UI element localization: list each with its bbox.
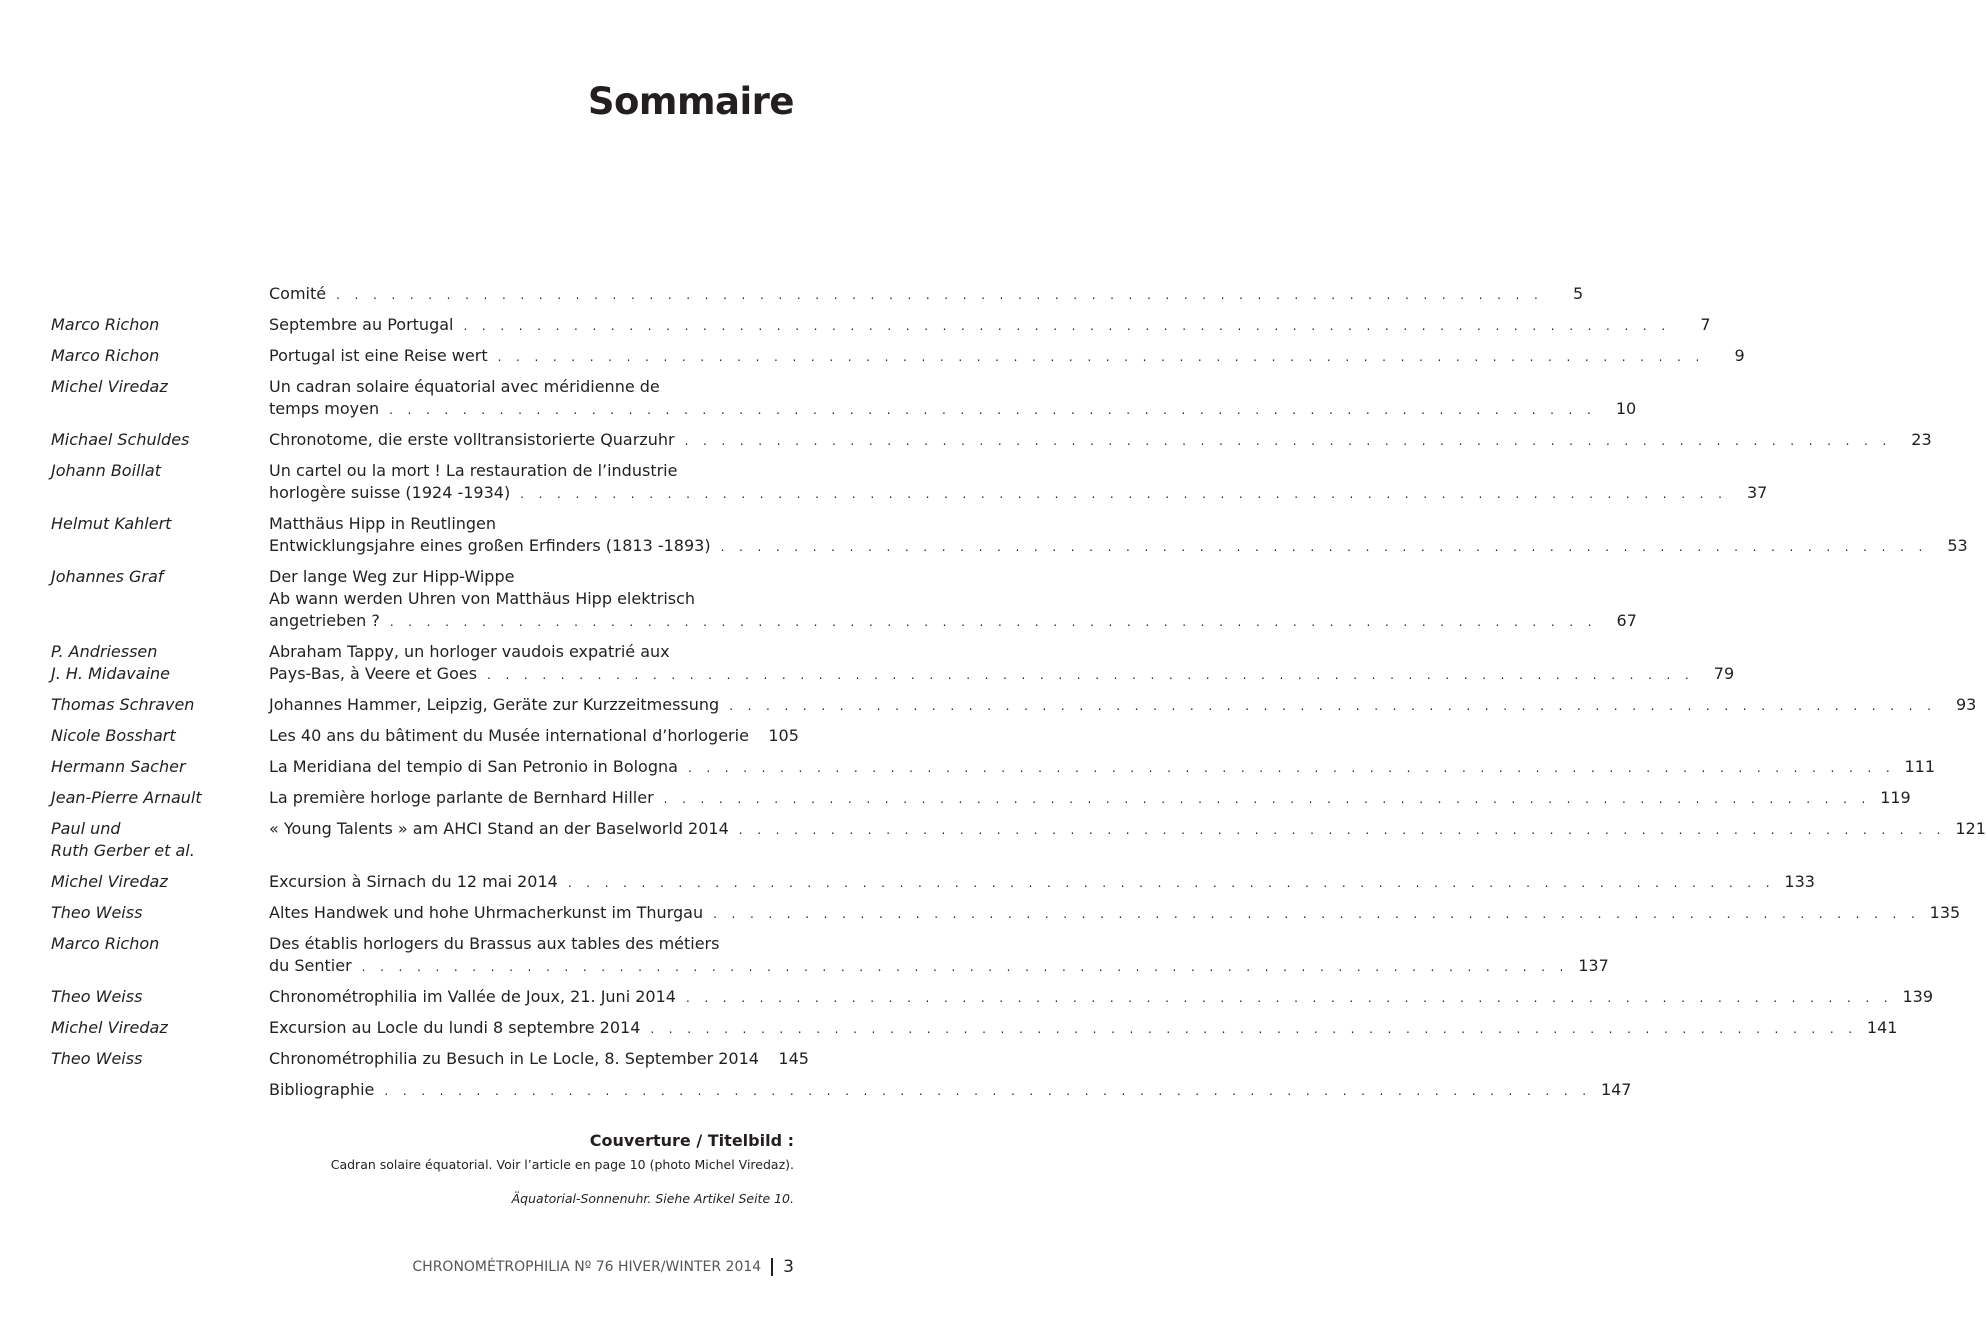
toc-article bbox=[269, 694, 1977, 717]
toc-article bbox=[269, 933, 1609, 978]
toc-author bbox=[51, 1048, 261, 1070]
page-footer bbox=[412, 1257, 794, 1277]
toc-author-name: Helmut Kahlert bbox=[51, 514, 172, 533]
toc-article-title: Chronométrophilia zu Besuch in Le Locle, 8. September 2014 bbox=[269, 1049, 759, 1068]
dot-leader: . . . . . . . . . . . . . . . . . . . . . . . . . . . . . . . . . . . . . . . . . . . . . . . . . . . . . . . . . . . . . . . . . . bbox=[520, 487, 1728, 501]
toc-article-title: horlogère suisse (1924 -1934) bbox=[269, 483, 511, 502]
toc-author bbox=[51, 460, 261, 482]
footer-divider bbox=[771, 1258, 773, 1276]
toc-page-number: 135 bbox=[1929, 903, 1961, 922]
toc-page-number: 145 bbox=[778, 1049, 809, 1068]
toc-author bbox=[51, 314, 261, 336]
toc-article-title: Altes Handwek und hohe Uhrmacherkunst im Thurgau bbox=[269, 903, 704, 922]
toc-article bbox=[269, 460, 1768, 505]
toc-author bbox=[51, 1017, 261, 1039]
journal-issue: CHRONOMÉTROPHILIA Nº 76 HIVER/WINTER 2014 bbox=[412, 1259, 762, 1275]
dot-leader: . . . . . . . . . . . . . . . . . . . . . . . . . . . . . . . . . . . . . . . . . . . . . . . . . . . . . . . . . . . . . . . . . . bbox=[336, 288, 1544, 302]
toc-author bbox=[51, 986, 261, 1008]
toc-page-number: 121 bbox=[1955, 819, 1986, 838]
toc-article-title: Des établis horlogers du Brassus aux tables des métiers bbox=[269, 934, 720, 953]
cover-caption-fr: Cadran solaire équatorial. Voir l’article en page 10 (photo Michel Viredaz). bbox=[330, 1157, 794, 1172]
dot-leader: . . . . . . . . . . . . . . . . . . . . . . . . . . . . . . . . . . . . . . . . . . . . . . . . . . . . . . . . . . . . . . . . . . bbox=[487, 668, 1695, 682]
toc-article-title: temps moyen bbox=[269, 399, 380, 418]
toc-author bbox=[51, 429, 261, 451]
toc-article bbox=[269, 641, 1735, 686]
toc-article-title: Pays-Bas, à Veere et Goes bbox=[269, 664, 478, 683]
toc-author bbox=[51, 756, 261, 778]
toc-author-name: Theo Weiss bbox=[51, 903, 143, 922]
toc-author-name: Marco Richon bbox=[51, 934, 160, 953]
toc-author-name: Michel Viredaz bbox=[51, 377, 168, 396]
toc-page-number: 23 bbox=[1911, 430, 1932, 449]
dot-leader: . . . . . . . . . . . . . . . . . . . . . . . . . . . . . . . . . . . . . . . . . . . . . . . . . . . . . . . . . . . . . . . . . . bbox=[685, 991, 1894, 1005]
toc-author-name: J. H. Midavaine bbox=[51, 664, 171, 683]
toc-article bbox=[269, 314, 1711, 337]
toc-article-title: « Young Talents » am AHCI Stand an der Baselworld 2014 bbox=[269, 819, 729, 838]
page-number: 3 bbox=[783, 1257, 794, 1277]
toc-article-title: Johannes Hammer, Leipzig, Geräte zur Kurzzeitmessung bbox=[269, 695, 720, 714]
toc-author bbox=[51, 818, 261, 862]
cover-caption-de: Äquatorial-Sonnenuhr. Siehe Artikel Seite 10. bbox=[511, 1191, 794, 1206]
toc-article bbox=[269, 756, 1936, 779]
toc-author-name: Thomas Schraven bbox=[51, 695, 195, 714]
toc-article-title: Septembre au Portugal bbox=[269, 315, 454, 334]
toc-article-title: Comité bbox=[269, 284, 327, 303]
toc-article bbox=[269, 1048, 809, 1071]
toc-page-number: 7 bbox=[1700, 315, 1711, 334]
dot-leader: . . . . . . . . . . . . . . . . . . . . . . . . . . . . . . . . . . . . . . . . . . . . . . . . . . . . . . . . . . . . . . . . . . bbox=[663, 792, 1871, 806]
toc-article-title: Matthäus Hipp in Reutlingen bbox=[269, 514, 497, 533]
toc-page-number: 111 bbox=[1904, 757, 1936, 776]
dot-leader: . . . . . . . . . . . . . . . . . . . . . . . . . . . . . . . . . . . . . . . . . . . . . . . . . . . . . . . . . . . . . . . . . . bbox=[729, 699, 1937, 713]
toc-author-name: Ruth Gerber et al. bbox=[51, 841, 195, 860]
toc-article bbox=[269, 787, 1911, 810]
toc-author bbox=[51, 902, 261, 924]
dot-leader: . . . . . . . . . . . . . . . . . . . . . . . . . . . . . . . . . . . . . . . . . . . . . . . . . . . . . . . . . . . . . . . . . . bbox=[738, 823, 1946, 837]
page-title: Sommaire bbox=[587, 80, 794, 123]
toc-author-name: Michel Viredaz bbox=[51, 872, 168, 891]
toc-author bbox=[51, 871, 261, 893]
toc-article-title: Chronotome, die erste volltransistorierte Quarzuhr bbox=[269, 430, 675, 449]
toc-article bbox=[269, 566, 1637, 633]
toc-author-name: Michael Schuldes bbox=[51, 430, 190, 449]
dot-leader: . . . . . . . . . . . . . . . . . . . . . . . . . . . . . . . . . . . . . . . . . . . . . . . . . . . . . . . . . . . . . . . . . . bbox=[650, 1022, 1858, 1036]
toc-author-name: Theo Weiss bbox=[51, 987, 143, 1006]
toc-page-number: 137 bbox=[1578, 956, 1609, 975]
toc-page-number: 67 bbox=[1616, 611, 1637, 630]
toc-author-name: Hermann Sacher bbox=[51, 757, 186, 776]
dot-leader: . . . . . . . . . . . . . . . . . . . . . . . . . . . . . . . . . . . . . . . . . . . . . . . . . . . . . . . . . . . . . . . . . . bbox=[389, 403, 1597, 417]
toc-article bbox=[269, 871, 1815, 894]
toc-author bbox=[51, 513, 261, 535]
toc-article-title: La Meridiana del tempio di San Petronio in Bologna bbox=[269, 757, 678, 776]
toc-author bbox=[51, 345, 261, 367]
dot-leader: . . . . . . . . . . . . . . . . . . . . . . . . . . . . . . . . . . . . . . . . . . . . . . . . . . . . . . . . . . . . . . . . . . bbox=[713, 907, 1921, 921]
toc-article-title: La première horloge parlante de Bernhard Hiller bbox=[269, 788, 654, 807]
toc-page-number: 141 bbox=[1866, 1018, 1898, 1037]
toc-page-number: 105 bbox=[768, 726, 799, 745]
toc-author-name: Marco Richon bbox=[51, 346, 160, 365]
toc-article-title: angetrieben ? bbox=[269, 611, 380, 630]
toc-article-title: Portugal ist eine Reise wert bbox=[269, 346, 488, 365]
toc-article-title: du Sentier bbox=[269, 956, 352, 975]
dot-leader: . . . . . . . . . . . . . . . . . . . . . . . . . . . . . . . . . . . . . . . . . . . . . . . . . . . . . . . . . . . . . . . . . . bbox=[361, 960, 1569, 974]
toc-page-number: 133 bbox=[1784, 872, 1815, 891]
toc-article-title: Les 40 ans du bâtiment du Musée international d’horlogerie bbox=[269, 726, 749, 745]
toc-article bbox=[269, 725, 799, 748]
toc-author bbox=[51, 376, 261, 398]
toc-author-name: Johannes Graf bbox=[51, 567, 164, 586]
toc-author bbox=[51, 787, 261, 809]
dot-leader: . . . . . . . . . . . . . . . . . . . . . . . . . . . . . . . . . . . . . . . . . . . . . . . . . . . . . . . . . . . . . . . . . . bbox=[720, 540, 1928, 554]
cover-heading: Couverture / Titelbild : bbox=[589, 1131, 794, 1150]
toc-author bbox=[51, 725, 261, 747]
dot-leader: . . . . . . . . . . . . . . . . . . . . . . . . . . . . . . . . . . . . . . . . . . . . . . . . . . . . . . . . . . . . . . . . . . bbox=[497, 350, 1705, 364]
dot-leader: . . . . . . . . . . . . . . . . . . . . . . . . . . . . . . . . . . . . . . . . . . . . . . . . . . . . . . . . . . . . . . . . . . bbox=[684, 434, 1892, 448]
dot-leader: . . . . . . . . . . . . . . . . . . . . . . . . . . . . . . . . . . . . . . . . . . . . . . . . . . . . . . . . . . . . . . . . . . bbox=[687, 761, 1896, 775]
toc-author-name: Marco Richon bbox=[51, 315, 160, 334]
toc-article-title: Chronométrophilia im Vallée de Joux, 21. Juni 2014 bbox=[269, 987, 676, 1006]
dot-leader: . . . . . . . . . . . . . . . . . . . . . . . . . . . . . . . . . . . . . . . . . . . . . . . . . . . . . . . . . . . . . . . . . . bbox=[567, 876, 1775, 890]
toc-article-title: Un cartel ou la mort ! La restauration de l’industrie bbox=[269, 461, 678, 480]
dot-leader: . . . . . . . . . . . . . . . . . . . . . . . . . . . . . . . . . . . . . . . . . . . . . . . . . . . . . . . . . . . . . . . . . . bbox=[463, 319, 1671, 333]
toc-article-title: Excursion à Sirnach du 12 mai 2014 bbox=[269, 872, 558, 891]
toc-page-number: 5 bbox=[1573, 284, 1584, 303]
toc-author bbox=[51, 933, 261, 955]
toc-article bbox=[269, 513, 1968, 558]
toc-article-title: Der lange Weg zur Hipp-Wippe bbox=[269, 567, 515, 586]
toc-author-name: Michel Viredaz bbox=[51, 1018, 168, 1037]
toc-author bbox=[51, 694, 261, 716]
toc-article bbox=[269, 1079, 1632, 1102]
toc-page-number: 93 bbox=[1955, 695, 1977, 714]
toc-page-number: 147 bbox=[1600, 1080, 1632, 1099]
toc-article-title: Un cadran solaire équatorial avec méridienne de bbox=[269, 377, 660, 396]
toc-article-title: Entwicklungsjahre eines großen Erfinders (1813 -1893) bbox=[269, 536, 711, 555]
toc-author-name: Paul und bbox=[51, 819, 121, 838]
toc-author bbox=[51, 566, 261, 588]
toc-article bbox=[269, 376, 1637, 421]
toc-page-number: 9 bbox=[1734, 346, 1745, 365]
dot-leader: . . . . . . . . . . . . . . . . . . . . . . . . . . . . . . . . . . . . . . . . . . . . . . . . . . . . . . . . . . . . . . . . . . bbox=[384, 1084, 1592, 1098]
toc-article-title: Bibliographie bbox=[269, 1080, 375, 1099]
toc-article-title: Excursion au Locle du lundi 8 septembre 2014 bbox=[269, 1018, 641, 1037]
toc-author-name: Nicole Bosshart bbox=[51, 726, 176, 745]
toc-author bbox=[51, 641, 261, 685]
toc-article bbox=[269, 818, 1986, 841]
toc-article bbox=[269, 986, 1934, 1009]
toc-page-number: 119 bbox=[1880, 788, 1911, 807]
toc-page-number: 10 bbox=[1615, 399, 1637, 418]
toc-author-name: Theo Weiss bbox=[51, 1049, 143, 1068]
toc-author-name: Jean-Pierre Arnault bbox=[51, 788, 202, 807]
toc-page-number: 53 bbox=[1947, 536, 1968, 555]
dot-leader: . . . . . . . . . . . . . . . . . . . . . . . . . . . . . . . . . . . . . . . . . . . . . . . . . . . . . . . . . . . . . . . . . . bbox=[389, 615, 1597, 629]
toc-author-name: P. Andriessen bbox=[51, 642, 158, 661]
toc-author-name: Johann Boillat bbox=[51, 461, 161, 480]
toc-article-title: Ab wann werden Uhren von Matthäus Hipp elektrisch bbox=[269, 589, 696, 608]
toc-article bbox=[269, 1017, 1898, 1040]
toc-page-number: 139 bbox=[1902, 987, 1934, 1006]
toc-article-title: Abraham Tappy, un horloger vaudois expatrié aux bbox=[269, 642, 670, 661]
toc-page-number: 79 bbox=[1713, 664, 1735, 683]
toc-article bbox=[269, 345, 1745, 368]
toc-article bbox=[269, 283, 1584, 306]
toc-article bbox=[269, 902, 1961, 925]
toc-page-number: 37 bbox=[1746, 483, 1768, 502]
toc-article bbox=[269, 429, 1932, 452]
